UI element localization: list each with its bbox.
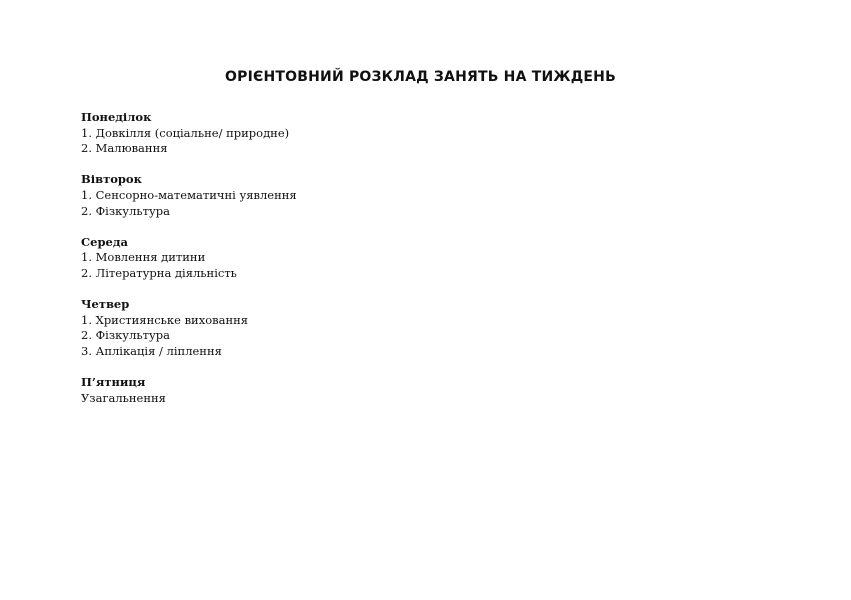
page-title-text: ОРІЄНТОВНИЙ РОЗКЛАД ЗАНЯТЬ НА ТИЖДЕНЬ [225, 69, 616, 85]
day-thursday [81, 297, 297, 359]
page-title [0, 69, 851, 85]
day-name: Понеділок [81, 110, 152, 124]
list-item: 2. Літературна діяльність [81, 265, 237, 280]
day-name: Четвер [81, 297, 130, 312]
list-item: 1. Християнське виховання [81, 312, 249, 327]
day-name: Вівторок [81, 172, 142, 187]
list-item: 2. Малювання [81, 141, 168, 156]
day-monday [81, 110, 297, 157]
schedule [81, 110, 297, 422]
day-friday [81, 375, 297, 406]
day-name: П’ятниця [81, 375, 146, 390]
list-item: 2. Фізкультура [81, 328, 170, 343]
day-name: Середа [81, 234, 128, 249]
list-item: Узагальнення [81, 390, 166, 405]
day-wednesday [81, 235, 297, 282]
day-tuesday [81, 172, 297, 219]
list-item: 1. Мовлення дитини [81, 250, 206, 265]
list-item: 2. Фізкультура [81, 203, 170, 218]
list-item: 3. Аплікація / ліплення [81, 343, 222, 358]
list-item: 1. Довкілля (соціальне/ природне) [81, 125, 290, 140]
list-item: 1. Сенсорно-математичні уявлення [81, 187, 297, 202]
